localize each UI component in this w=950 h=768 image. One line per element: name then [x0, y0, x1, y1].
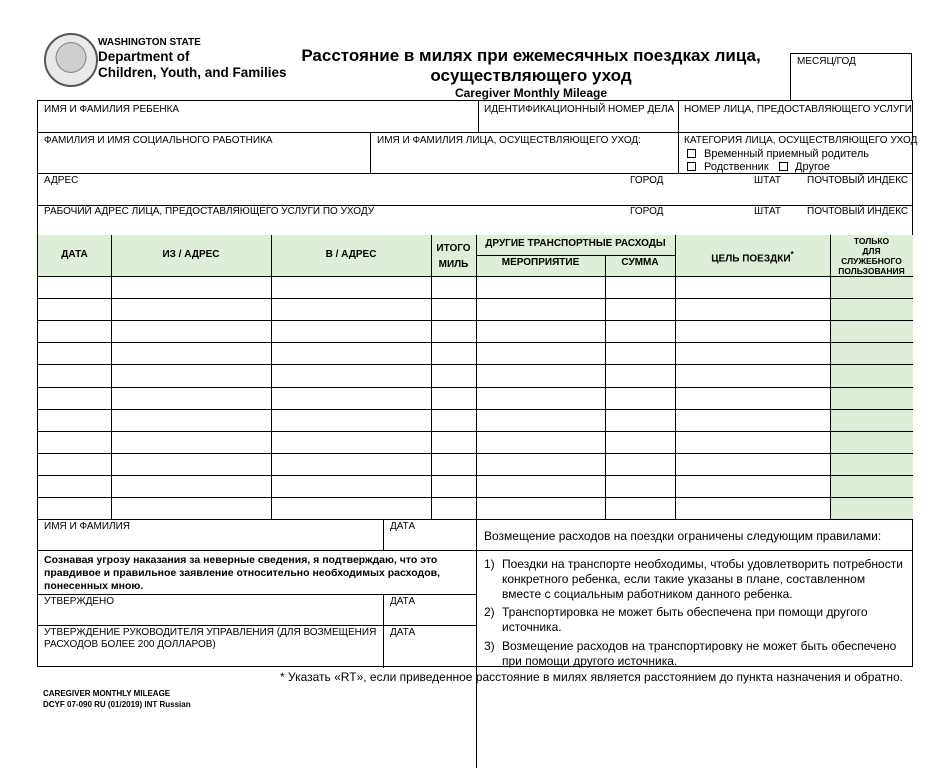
child-name-label: ИМЯ И ФАМИЛИЯ РЕБЕНКА — [44, 104, 180, 115]
form-footer — [43, 688, 191, 710]
manager-approval-label — [44, 627, 376, 651]
manager-date-label: ДАТА — [390, 627, 416, 638]
rule-3 — [502, 639, 896, 669]
case-id-label: ИДЕНТИФИКАЦИОННЫЙ НОМЕР ДЕЛА — [484, 104, 675, 115]
col-office-use — [830, 236, 913, 276]
col-office-line2: ДЛЯ — [862, 246, 881, 256]
work-zip-label: ПОЧТОВЫЙ ИНДЕКС — [807, 206, 909, 217]
caregiver-category-label: КАТЕГОРИЯ ЛИЦА, ОСУЩЕСТВЛЯЮЩЕГО УХОД — [684, 135, 918, 146]
approved-date-label: ДАТА — [390, 596, 416, 607]
rule-3-line1: Возмещение расходов на транспортировку не может быть обеспечено — [502, 639, 897, 653]
manager-approval-line2: РАСХОДОВ БОЛЕЕ 200 ДОЛЛАРОВ) — [44, 639, 216, 650]
form-title-line2: осуществляющего уход — [430, 66, 632, 85]
footnote: * Указать «RT», если приведенное расстояние в милях является расстоянием до пункта назначения и обратно. — [280, 670, 904, 684]
signature-name-label: ИМЯ И ФАМИЛИЯ — [44, 521, 131, 532]
attestation-line3: понесенных мною. — [44, 580, 144, 592]
col-other-expenses: ДРУГИЕ ТРАНСПОРТНЫЕ РАСХОДЫ — [485, 238, 666, 249]
org-state: WASHINGTON STATE — [98, 37, 201, 48]
other-label: Другое — [795, 161, 830, 173]
address-label: АДРЕС — [44, 175, 79, 186]
foster-parent-checkbox[interactable] — [687, 149, 696, 158]
form-title-en: Caregiver Monthly Mileage — [454, 86, 608, 100]
col-purpose — [675, 249, 830, 264]
rule-1-line1: Поездки на транспорте необходимы, чтобы удовлетворить потребности — [502, 557, 903, 571]
provider-number-label: НОМЕР ЛИЦА, ПРЕДОСТАВЛЯЮЩЕГО УСЛУГИ — [684, 104, 912, 115]
office-use-column — [830, 276, 913, 519]
org-name-line1: Department of — [98, 49, 190, 64]
col-date: ДАТА — [61, 249, 88, 260]
rule-2-line1: Транспортировка не может быть обеспечена при помощи другого — [502, 605, 868, 619]
form-title-line1: Расстояние в милях при ежемесячных поездках лица, — [301, 46, 761, 65]
other-checkbox[interactable] — [779, 162, 788, 171]
rule-2-number: 2) — [484, 605, 495, 619]
col-office-line1: ТОЛЬКО — [853, 236, 890, 246]
relative-checkbox[interactable] — [687, 162, 696, 171]
org-name — [98, 49, 287, 81]
mileage-form — [37, 100, 918, 668]
col-office-line3: СЛУЖЕБНОГО — [841, 256, 902, 266]
footer-line2: DCYF 07-090 RU (01/2019) INT Russian — [43, 700, 191, 709]
foster-parent-label: Временный приемный родитель — [704, 148, 869, 160]
state-label: ШТАТ — [754, 175, 781, 186]
rule-3-line2: при помощи другого источника. — [502, 654, 678, 668]
attestation-line2: правдивое и правильное заявление относительно необходимых расходов, — [44, 567, 440, 579]
col-from: ИЗ / АДРЕС — [162, 249, 220, 260]
col-to: В / АДРЕС — [325, 249, 377, 260]
rule-3-number: 3) — [484, 639, 495, 653]
zip-label: ПОЧТОВЫЙ ИНДЕКС — [807, 175, 909, 186]
col-total-miles — [431, 241, 476, 273]
signature-date-label: ДАТА — [390, 521, 416, 532]
state-seal-icon — [44, 33, 98, 87]
address-field[interactable] — [38, 173, 913, 205]
col-amount: СУММА — [621, 257, 659, 268]
col-event: МЕРОПРИЯТИЕ — [501, 257, 580, 268]
approved-label: УТВЕРЖДЕНО — [44, 596, 115, 607]
relative-label: Родственник — [704, 161, 769, 173]
col-total-line2: МИЛЬ — [438, 259, 469, 270]
rule-2-line2: источника. — [502, 620, 562, 634]
col-office-line4: ПОЛЬЗОВАНИЯ — [838, 266, 905, 276]
work-address-label: РАБОЧИЙ АДРЕС ЛИЦА, ПРЕДОСТАВЛЯЮЩЕГО УСЛУГИ ПО УХОДУ — [44, 206, 375, 217]
attestation-text — [44, 554, 469, 593]
form-title-ru — [300, 46, 762, 86]
rule-1-line2: конкретного ребенка, если такие указаны в плане, составленном — [502, 572, 866, 586]
col-purpose-label: ЦЕЛЬ ПОЕЗДКИ — [711, 253, 791, 265]
month-year-label: МЕСЯЦ/ГОД — [797, 56, 856, 67]
rule-1-number: 1) — [484, 557, 495, 571]
caregiver-name-label: ИМЯ И ФАМИЛИЯ ЛИЦА, ОСУЩЕСТВЛЯЮЩЕГО УХОД: — [377, 135, 641, 146]
rule-1-line3: вместе с социальным работником данного ребенка. — [502, 587, 793, 601]
rule-2 — [502, 605, 868, 635]
org-name-line2: Children, Youth, and Families — [98, 65, 287, 80]
rules-heading: Возмещение расходов на поездки ограничены следующим правилами: — [484, 529, 882, 543]
social-worker-label: ФАМИЛИЯ И ИМЯ СОЦИАЛЬНОГО РАБОТНИКА — [44, 135, 273, 146]
manager-approval-line1: УТВЕРЖДЕНИЕ РУКОВОДИТЕЛЯ УПРАВЛЕНИЯ (ДЛЯ ВОЗМЕЩЕНИЯ — [44, 627, 377, 638]
city-label: ГОРОД — [630, 175, 664, 186]
attestation-line1: Сознавая угрозу наказания за неверные сведения, я подтверждаю, что это — [44, 554, 438, 566]
work-state-label: ШТАТ — [754, 206, 781, 217]
col-total-line1: ИТОГО — [436, 243, 471, 254]
footer-line1: CAREGIVER MONTHLY MILEAGE — [43, 689, 171, 698]
col-purpose-mark: * — [790, 249, 794, 259]
rule-1 — [502, 557, 903, 602]
work-city-label: ГОРОД — [630, 206, 664, 217]
